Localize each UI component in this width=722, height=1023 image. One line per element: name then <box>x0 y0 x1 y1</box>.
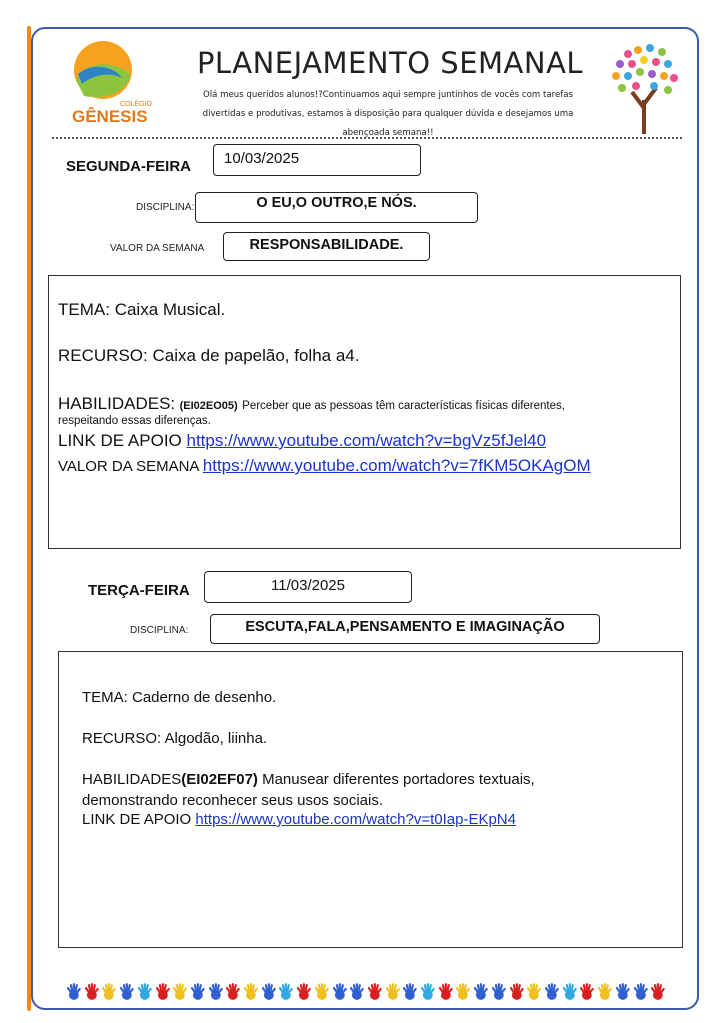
monday-date: 10/03/2025 <box>213 144 421 176</box>
monday-link-row <box>58 431 546 451</box>
monday-recurso-value: Caixa de papelão, folha a4. <box>152 346 360 365</box>
hand-print-icon <box>509 982 525 1002</box>
hand-print-icon <box>420 982 436 1002</box>
hand-print-icon <box>296 982 312 1002</box>
hand-print-icon <box>119 982 135 1002</box>
monday-valor-label: VALOR DA SEMANA <box>58 458 199 475</box>
hand-print-icon <box>455 982 471 1002</box>
hand-print-icon <box>438 982 454 1002</box>
hand-print-icon <box>243 982 259 1002</box>
hand-print-icon <box>261 982 277 1002</box>
hand-print-icon <box>155 982 171 1002</box>
hand-print-icon <box>615 982 631 1002</box>
hand-print-icon <box>172 982 188 1002</box>
monday-discipline-label: DISCIPLINA: <box>136 202 195 213</box>
intro-text <box>176 86 600 143</box>
hands-border <box>66 982 666 1006</box>
monday-habilidades-code: (EI02EO05) <box>179 400 238 412</box>
monday-link-label: LINK DE APOIO <box>58 431 182 450</box>
hand-print-icon <box>526 982 542 1002</box>
monday-recurso-label: RECURSO: <box>58 346 148 365</box>
hand-print-icon <box>225 982 241 1002</box>
monday-tema-value: Caixa Musical. <box>114 300 226 319</box>
hand-print-icon <box>597 982 613 1002</box>
header-divider <box>52 137 682 139</box>
tuesday-tema: TEMA: Caderno de desenho. <box>82 689 277 706</box>
hand-print-icon <box>491 982 507 1002</box>
hand-print-icon <box>332 982 348 1002</box>
monday-habilidades-label: HABILIDADES: <box>58 394 176 413</box>
monday-habilidades-text-1: Perceber que as pessoas têm características físicas diferentes, <box>242 400 565 412</box>
monday-valor-link[interactable]: https://www.youtube.com/watch?v=7fKM5OKAgOM <box>202 456 591 475</box>
hand-print-icon <box>101 982 117 1002</box>
tuesday-recurso: RECURSO: Algodão, liinha. <box>82 730 268 747</box>
monday-valor-row <box>58 456 591 476</box>
hand-print-icon <box>544 982 560 1002</box>
tuesday-link-label: LINK DE APOIO <box>82 811 192 828</box>
school-logo <box>66 40 156 126</box>
intro-line-2: divertidas e produtivas, estamos à disposição para qualquer dúvida e desejamos uma <box>202 109 574 119</box>
tuesday-link-row <box>82 811 516 828</box>
hand-print-icon <box>633 982 649 1002</box>
intro-line-3: abençoada semana!! <box>342 128 434 138</box>
monday-discipline: O EU,O OUTRO,E NÓS. <box>195 192 478 223</box>
tuesday-discipline-label: DISCIPLINA: <box>130 625 189 636</box>
monday-tema <box>58 300 225 320</box>
week-value: RESPONSABILIDADE. <box>223 232 430 261</box>
tuesday-habilidades-text-1: Manusear diferentes portadores textuais, <box>262 771 535 788</box>
hand-print-icon <box>314 982 330 1002</box>
monday-recurso <box>58 346 359 366</box>
logo-small-text: COLÉGIO <box>120 101 152 108</box>
tuesday-support-link[interactable]: https://www.youtube.com/watch?v=t0Iap-EKpN4 <box>195 811 516 828</box>
page-title: PLANEJAMENTO SEMANAL <box>196 46 584 80</box>
tuesday-habilidades <box>82 771 535 788</box>
intro-line-1: Olá meus queridos alunos!?Continuamos aqui sempre juntinhos de vocês com tarefas <box>202 90 574 100</box>
tuesday-discipline: ESCUTA,FALA,PENSAMENTO E IMAGINAÇÃO <box>210 614 600 644</box>
hand-print-icon <box>208 982 224 1002</box>
hand-print-icon <box>385 982 401 1002</box>
hand-print-icon <box>650 982 666 1002</box>
hand-print-icon <box>367 982 383 1002</box>
tuesday-date: 11/03/2025 <box>204 571 412 603</box>
hand-print-icon <box>349 982 365 1002</box>
week-value-label: VALOR DA SEMANA <box>110 243 205 254</box>
hand-print-icon <box>278 982 294 1002</box>
tuesday-day-label: TERÇA-FEIRA <box>88 582 190 599</box>
tuesday-habilidades-code: (EI02EF07) <box>181 771 258 788</box>
hand-print-icon <box>84 982 100 1002</box>
monday-tema-label: TEMA: <box>58 300 110 319</box>
tuesday-habilidades-text-2: demonstrando reconhecer seus usos sociais. <box>82 792 383 809</box>
logo-name: GÊNESIS <box>72 107 148 126</box>
monday-support-link[interactable]: https://www.youtube.com/watch?v=bgVz5fJel40 <box>186 431 547 450</box>
monday-day-label: SEGUNDA-FEIRA <box>66 158 192 175</box>
tree-illustration <box>608 42 680 134</box>
hand-print-icon <box>562 982 578 1002</box>
tuesday-habilidades-label: HABILIDADES <box>82 771 182 788</box>
monday-habilidades <box>58 394 565 414</box>
hand-print-icon <box>402 982 418 1002</box>
hand-print-icon <box>579 982 595 1002</box>
hand-print-icon <box>137 982 153 1002</box>
monday-habilidades-text-2: respeitando essas diferenças. <box>58 415 211 427</box>
hand-print-icon <box>473 982 489 1002</box>
hand-print-icon <box>66 982 82 1002</box>
hand-print-icon <box>190 982 206 1002</box>
